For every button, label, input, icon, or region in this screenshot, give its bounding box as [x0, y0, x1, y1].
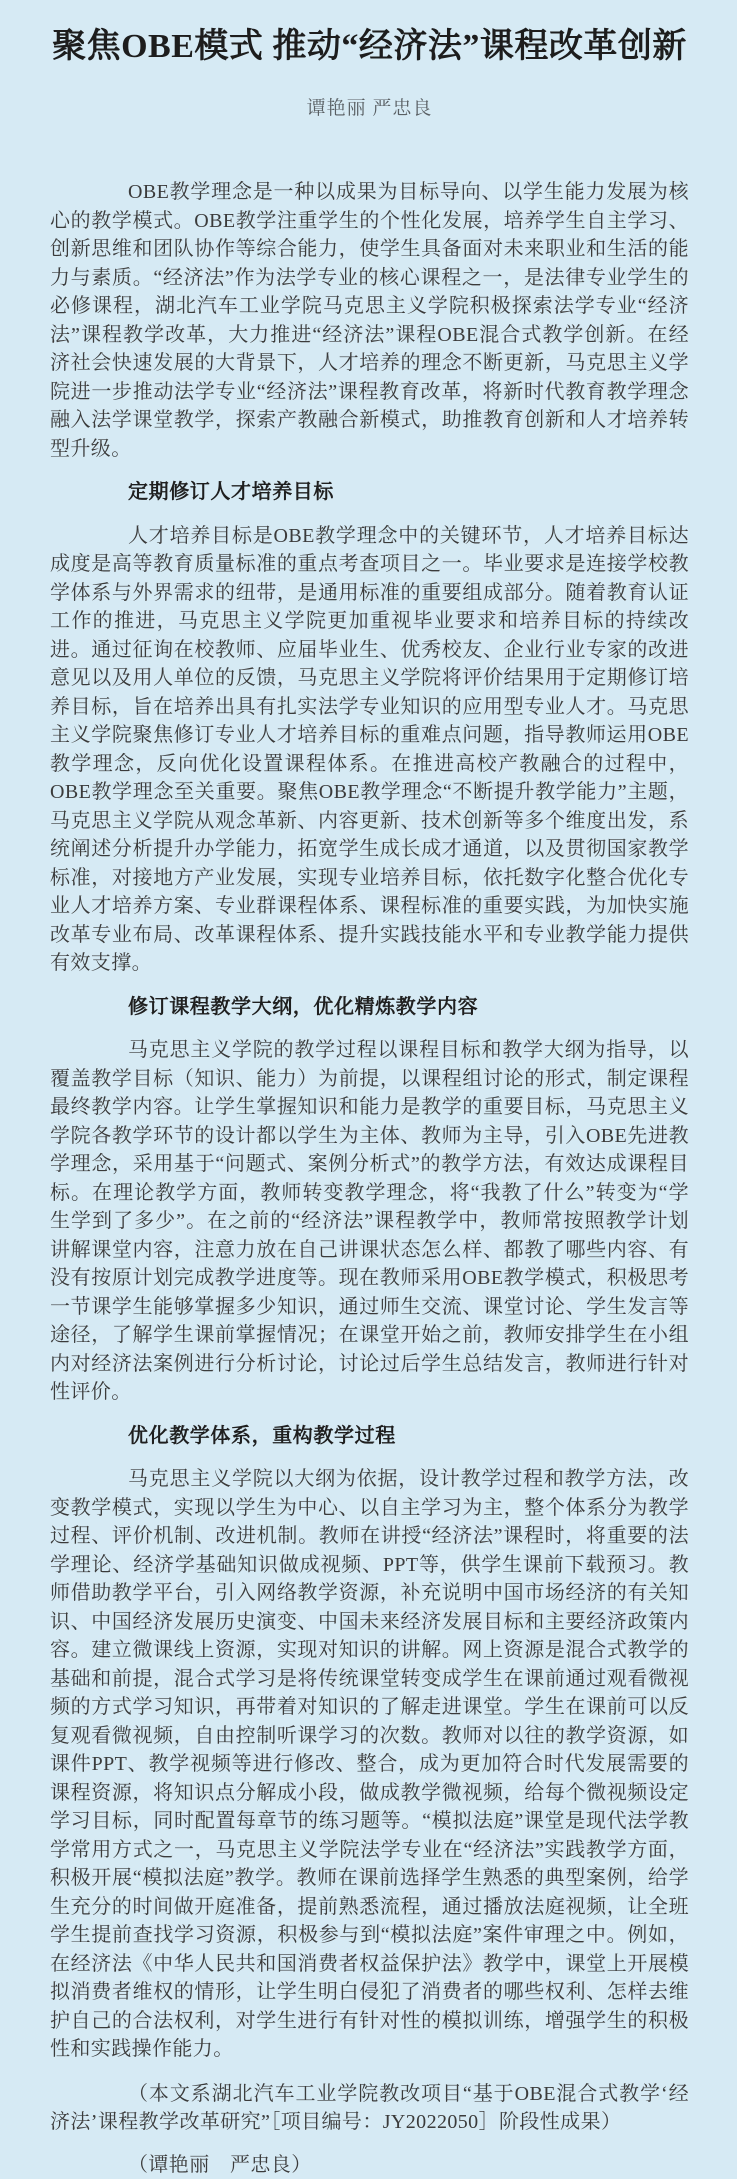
signature-line: （谭艳丽 严忠良） — [50, 2151, 689, 2179]
page-title: 聚焦OBE模式 推动“经济法”课程改革创新 — [50, 24, 689, 70]
section-paragraph-1: 人才培养目标是OBE教学理念中的关键环节，人才培养目标达成度是高等教育质量标准的重点考查项目之一。毕业要求是连接学校教学体系与外界需求的纽带，是通用标准的重要组成部分。随着教育认证工作的推进，马克思主义学院更加重视毕业要求和培养目标的持续改进。通过征询在校教师、应届毕业生、优秀校友、企业行业专家的改进意见以及用人单位的反馈，马克思主义学院将评价结果用于定期修订培养目标，旨在培养出具有扎实法学专业知识的应用型专业人才。马克思主义学院聚焦修订专业人才培养目标的重难点问题，指导教师运用OBE教学理念，反向优化设置课程体系。在推进高校产教融合的过程中，OBE教学理念至关重要。聚焦OBE教学理念“不断提升教学能力”主题，马克思主义学院从观念革新、内容更新、技术创新等多个维度出发，系统阐述分析提升办学能力，拓宽学生成长成才通道，以及贯彻国家教学标准，对接地方产业发展，实现专业培养目标，依托数字化整合优化专业人才培养方案、专业群课程体系、课程标准的重要实践，为加快实施改革专业布局、改革课程体系、提升实践技能水平和专业教学能力提供有效支撑。 — [50, 522, 689, 978]
article-content — [50, 178, 689, 2179]
section-paragraph-3: 马克思主义学院以大纲为依据，设计教学过程和教学方法，改变教学模式，实现以学生为中心、以自主学习为主，整个体系分为教学过程、评价机制、改进机制。教师在讲授“经济法”课程时，将重要的法学理论、经济学基础知识做成视频、PPT等，供学生课前下载预习。教师借助教学平台，引入网络教学资源，补充说明中国市场经济的有关知识、中国经济发展历史演变、中国未来经济发展目标和主要经济政策内容。建立微课线上资源，实现对知识的讲解。网上资源是混合式教学的基础和前提，混合式学习是将传统课堂转变成学生在课前通过观看微视频的方式学习知识，再带着对知识的了解走进课堂。学生在课前可以反复观看微视频，自由控制听课学习的次数。教师对以往的教学资源，如课件PPT、教学视频等进行修改、整合，成为更加符合时代发展需要的课程资源，将知识点分解成小段，做成教学微视频，给每个微视频设定学习目标，同时配置每章节的练习题等。“模拟法庭”课堂是现代法学教学常用方式之一，马克思主义学院法学专业在“经济法”实践教学方面，积极开展“模拟法庭”教学。教师在课前选择学生熟悉的典型案例，给学生充分的时间做开庭准备，提前熟悉流程，通过播放法庭视频，让全班学生提前查找学习资源，积极参与到“模拟法庭”案件审理之中。例如，在经济法《中华人民共和国消费者权益保护法》教学中，课堂上开展模拟消费者维权的情形，让学生明白侵犯了消费者的哪些权利、怎样去维护自己的合法权利，对学生进行有针对性的模拟训练，增强学生的积极性和实践操作能力。 — [50, 1465, 689, 2064]
section-heading-2: 修订课程教学大纲，优化精炼教学内容 — [50, 993, 689, 1022]
closing-note: （本文系湖北汽车工业学院教改项目“基于OBE混合式教学‘经济法’课程教学改革研究”［项目编号：JY2022050］阶段性成果） — [50, 2080, 689, 2137]
authors-line: 谭艳丽 严忠良 — [50, 96, 689, 122]
section-paragraph-2: 马克思主义学院的教学过程以课程目标和教学大纲为指导，以覆盖教学目标（知识、能力）为前提，以课程组讨论的形式，制定课程最终教学内容。让学生掌握知识和能力是教学的重要目标，马克思主义学院各教学环节的设计都以学生为主体、教师为主导，引入OBE先进教学理念，采用基于“问题式、案例分析式”的教学方法，有效达成课程目标。在理论教学方面，教师转变教学理念，将“我教了什么”转变为“学生学到了多少”。在之前的“经济法”课程教学中，教师常按照教学计划讲解课堂内容，注意力放在自己讲课状态怎么样、都教了哪些内容、有没有按原计划完成教学进度等。现在教师采用OBE教学模式，积极思考一节课学生能够掌握多少知识，通过师生交流、课堂讨论、学生发言等途径，了解学生课前掌握情况；在课堂开始之前，教师安排学生在小组内对经济法案例进行分析讨论，讨论过后学生总结发言，教师进行针对性评价。 — [50, 1036, 689, 1407]
section-heading-1: 定期修订人才培养目标 — [50, 478, 689, 507]
section-heading-3: 优化教学体系，重构教学过程 — [50, 1422, 689, 1451]
intro-paragraph: OBE教学理念是一种以成果为目标导向、以学生能力发展为核心的教学模式。OBE教学注重学生的个性化发展，培养学生自主学习、创新思维和团队协作等综合能力，使学生具备面对未来职业和生活的能力与素质。“经济法”作为法学专业的核心课程之一，是法律专业学生的必修课程，湖北汽车工业学院马克思主义学院积极探索法学专业“经济法”课程教学改革，大力推进“经济法”课程OBE混合式教学创新。在经济社会快速发展的大背景下，人才培养的理念不断更新，马克思主义学院进一步推动法学专业“经济法”课程教育改革，将新时代教育教学理念融入法学课堂教学，探索产教融合新模式，助推教育创新和人才培养转型升级。 — [50, 178, 689, 463]
